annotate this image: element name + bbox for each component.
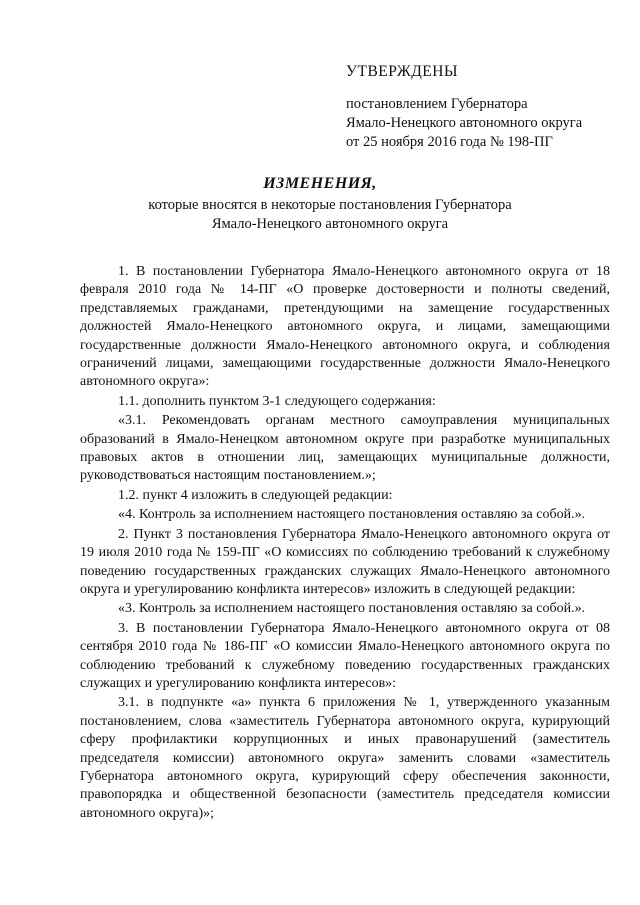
paragraph-3-1: 3.1. в подпункте «а» пункта 6 приложения № 1, утвержденного указанным постановлением, слова «заместитель Губернатора автономного округа, курирующий сферу профилактики коррупционных и иных правонарушений (заместитель председателя комиссии) автономного округа» заменить словами «заместитель Губернатора автономного округа, курирующий сферу обеспечения законности, правопорядка и общественной безопасности (заместитель председателя комиссии автономного округа)»; bbox=[80, 695, 610, 821]
paragraph-1-2: 1.2. пункт 4 изложить в следующей редакции: bbox=[118, 487, 393, 503]
approval-line-2: Ямало-Ненецкого автономного округа bbox=[346, 115, 583, 131]
paragraph-3: 3. В постановлении Губернатора Ямало-Ненецкого автономного округа от 08 сентября 2010 года № 186-ПГ «О комиссии Ямало-Ненецкого автономного округа по соблюдению требований к служебному поведению государственных гражданских служащих и урегулированию конфликта интересов»: bbox=[80, 620, 610, 691]
subtitle-line-1: которые вносятся в некоторые постановления Губернатора bbox=[148, 197, 512, 213]
paragraph-4-quote: «4. Контроль за исполнением настоящего постановления оставляю за собой.». bbox=[118, 507, 586, 523]
paragraph-2: 2. Пункт 3 постановления Губернатора Ямало-Ненецкого автономного округа от 19 июля 2010 года № 159-ПГ «О комиссиях по соблюдению требований к служебному поведению государственных гражданских служащих Ямало-Ненецкого автономного округа и урегулированию конфликта интересов» изложить в следующей редакции: bbox=[80, 526, 610, 597]
paragraph-3-1-quote: «3.1. Рекомендовать органам местного самоуправления муниципальных образований в Ямало-Ненецком автономном округе при разработке муниципальных правовых актов в отношении лиц, замещающих муниципальные должности, руководствоваться настоящим постановлением.»; bbox=[80, 413, 610, 484]
subtitle-line-2: Ямало-Ненецкого автономного округа bbox=[211, 216, 449, 232]
approval-heading: УТВЕРЖДЕНЫ bbox=[346, 63, 458, 80]
paragraph-3-quote: «3. Контроль за исполнением настоящего постановления оставляю за собой.». bbox=[118, 601, 586, 617]
approval-stamp bbox=[346, 62, 626, 152]
paragraph-1: 1. В постановлении Губернатора Ямало-Ненецкого автономного округа от 18 февраля 2010 года № 14-ПГ «О проверке достоверности и полноты сведений, представляемых гражданами, претендующими на замещение государственных должностей Ямало-Ненецкого автономного округа, и лицами, замещающими государственные должности Ямало-Ненецкого автономного округа, и соблюдения ограничений лицами, замещающими государственные должности Ямало-Ненецкого автономного округа»: bbox=[80, 264, 610, 390]
approval-line-3: от 25 ноября 2016 года № 198-ПГ bbox=[346, 134, 553, 150]
paragraph-1-1: 1.1. дополнить пунктом 3-1 следующего содержания: bbox=[118, 393, 436, 409]
approval-line-1: постановлением Губернатора bbox=[346, 96, 528, 112]
document-subtitle bbox=[120, 196, 540, 234]
document-body bbox=[80, 263, 610, 823]
document-title: ИЗМЕНЕНИЯ, bbox=[263, 175, 377, 192]
